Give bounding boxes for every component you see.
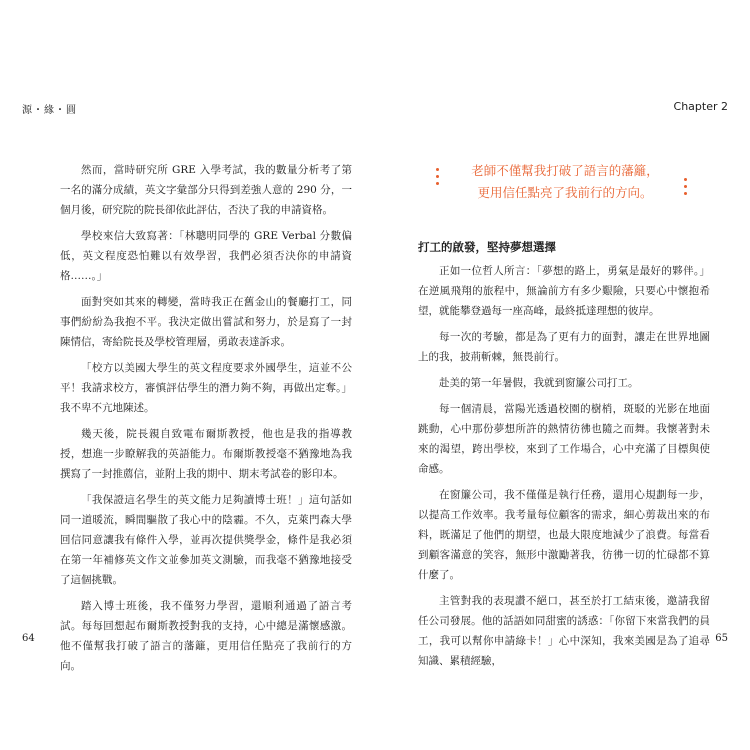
paragraph: 學校來信大致寫著：「林聰明同學的 GRE Verbal 分數偏低，英文程度恐怕難以有效學習，我們必須否決你的申請資格……。」 — [60, 230, 352, 282]
paragraph: 主管對我的表現讚不絕口，甚至於打工結束後，邀請我留任公司發展。他的話語如同甜蜜的誘惑：「你留下來當我們的員工，我可以幫你申請綠卡！」心中深知，我來美國是為了追尋知識、累積經驗， — [418, 595, 710, 667]
running-header-left: 源・緣・圓 — [22, 105, 77, 116]
pull-quote-line-1: 老師不僅幫我打破了語言的藩籬， — [471, 163, 659, 178]
chapter-label: Chapter 2 — [673, 100, 728, 113]
section-heading: 打工的啟發，堅持夢想選擇 — [418, 240, 556, 254]
decorative-dots-right — [684, 178, 692, 199]
page-number-left: 64 — [22, 633, 35, 644]
left-body-text — [60, 160, 352, 682]
decorative-dots-left — [436, 168, 444, 189]
paragraph: 每一次的考驗，都是為了更有力的面對，讓走在世界地圖上的我，披荊斬棘，無畏前行。 — [418, 331, 710, 363]
paragraph: 「我保證這名學生的英文能力足夠讀博士班！」這句話如同一道暖流，瞬間驅散了我心中的陰霾。不久，克萊門森大學回信同意讓我有條件入學，並再次提供獎學金，條件是我必須在第一年補修英文作文並參加英文測驗，而我毫不猶豫地接受了這個挑戰。 — [60, 494, 352, 586]
paragraph: 正如一位哲人所言：「夢想的路上，勇氣是最好的夥伴。」在逆風飛翔的旅程中，無論前方有多少艱險，只要心中懷抱希望，就能攀登過每一座高峰，最終抵達理想的彼岸。 — [418, 265, 710, 317]
page-number-right: 65 — [715, 633, 728, 644]
paragraph: 幾天後，院長親自致電布爾斯教授，他也是我的指導教授，想進一步瞭解我的英語能力。布爾斯教授毫不猶豫地為我撰寫了一封推薦信，並附上我的期中、期末考試卷的影印本。 — [60, 428, 352, 480]
paragraph: 然而，當時研究所 GRE 入學考試，我的數量分析考了第一名的滿分成績，英文字彙部分只得到差強人意的 290 分，一個月後，研究院的院長卻依此評估，否決了我的申請資格。 — [60, 164, 352, 216]
paragraph: 「校方以美國大學生的英文程度要求外國學生，這並不公平！我請求校方，審慎評估學生的潛力夠不夠，再做出定奪。」我不卑不亢地陳述。 — [60, 362, 352, 414]
paragraph: 在窗簾公司，我不僅僅是執行任務，還用心規劃每一步，以提高工作效率。我考量每位顧客的需求，細心剪裁出來的布料，既滿足了他們的期望，也最大限度地減少了浪費。每當看到顧客滿意的笑容，無形中激勵著我，彷彿一切的忙碌都不算什麼了。 — [418, 489, 710, 581]
pull-quote-line-2: 更用信任點亮了我前行的方向。 — [477, 185, 653, 200]
paragraph: 踏入博士班後，我不僅努力學習，還順利通過了語言考試。每每回想起布爾斯教授對我的支持，心中總是滿懷感激。他不僅幫我打破了語言的藩籬，更用信任點亮了我前行的方向。 — [60, 600, 352, 672]
paragraph: 面對突如其來的轉變，當時我正在舊金山的餐廳打工，同事們紛紛為我抱不平。我決定做出嘗試和努力，於是寫了一封陳情信，寄給院長及學校管理層，勇敢表達訴求。 — [60, 296, 352, 348]
paragraph: 每一個清晨，當陽光透過校園的樹梢，斑駁的光影在地面跳動，心中那份夢想所許的熱情彷彿也隨之而舞。我懷著對未來的渴望，跨出學校，來到了工作場合，心中充滿了目標與使命感。 — [418, 403, 710, 475]
right-body-text — [418, 237, 710, 677]
paragraph: 赴美的第一年暑假，我就到窗簾公司打工。 — [439, 377, 639, 389]
pull-quote — [445, 160, 685, 204]
